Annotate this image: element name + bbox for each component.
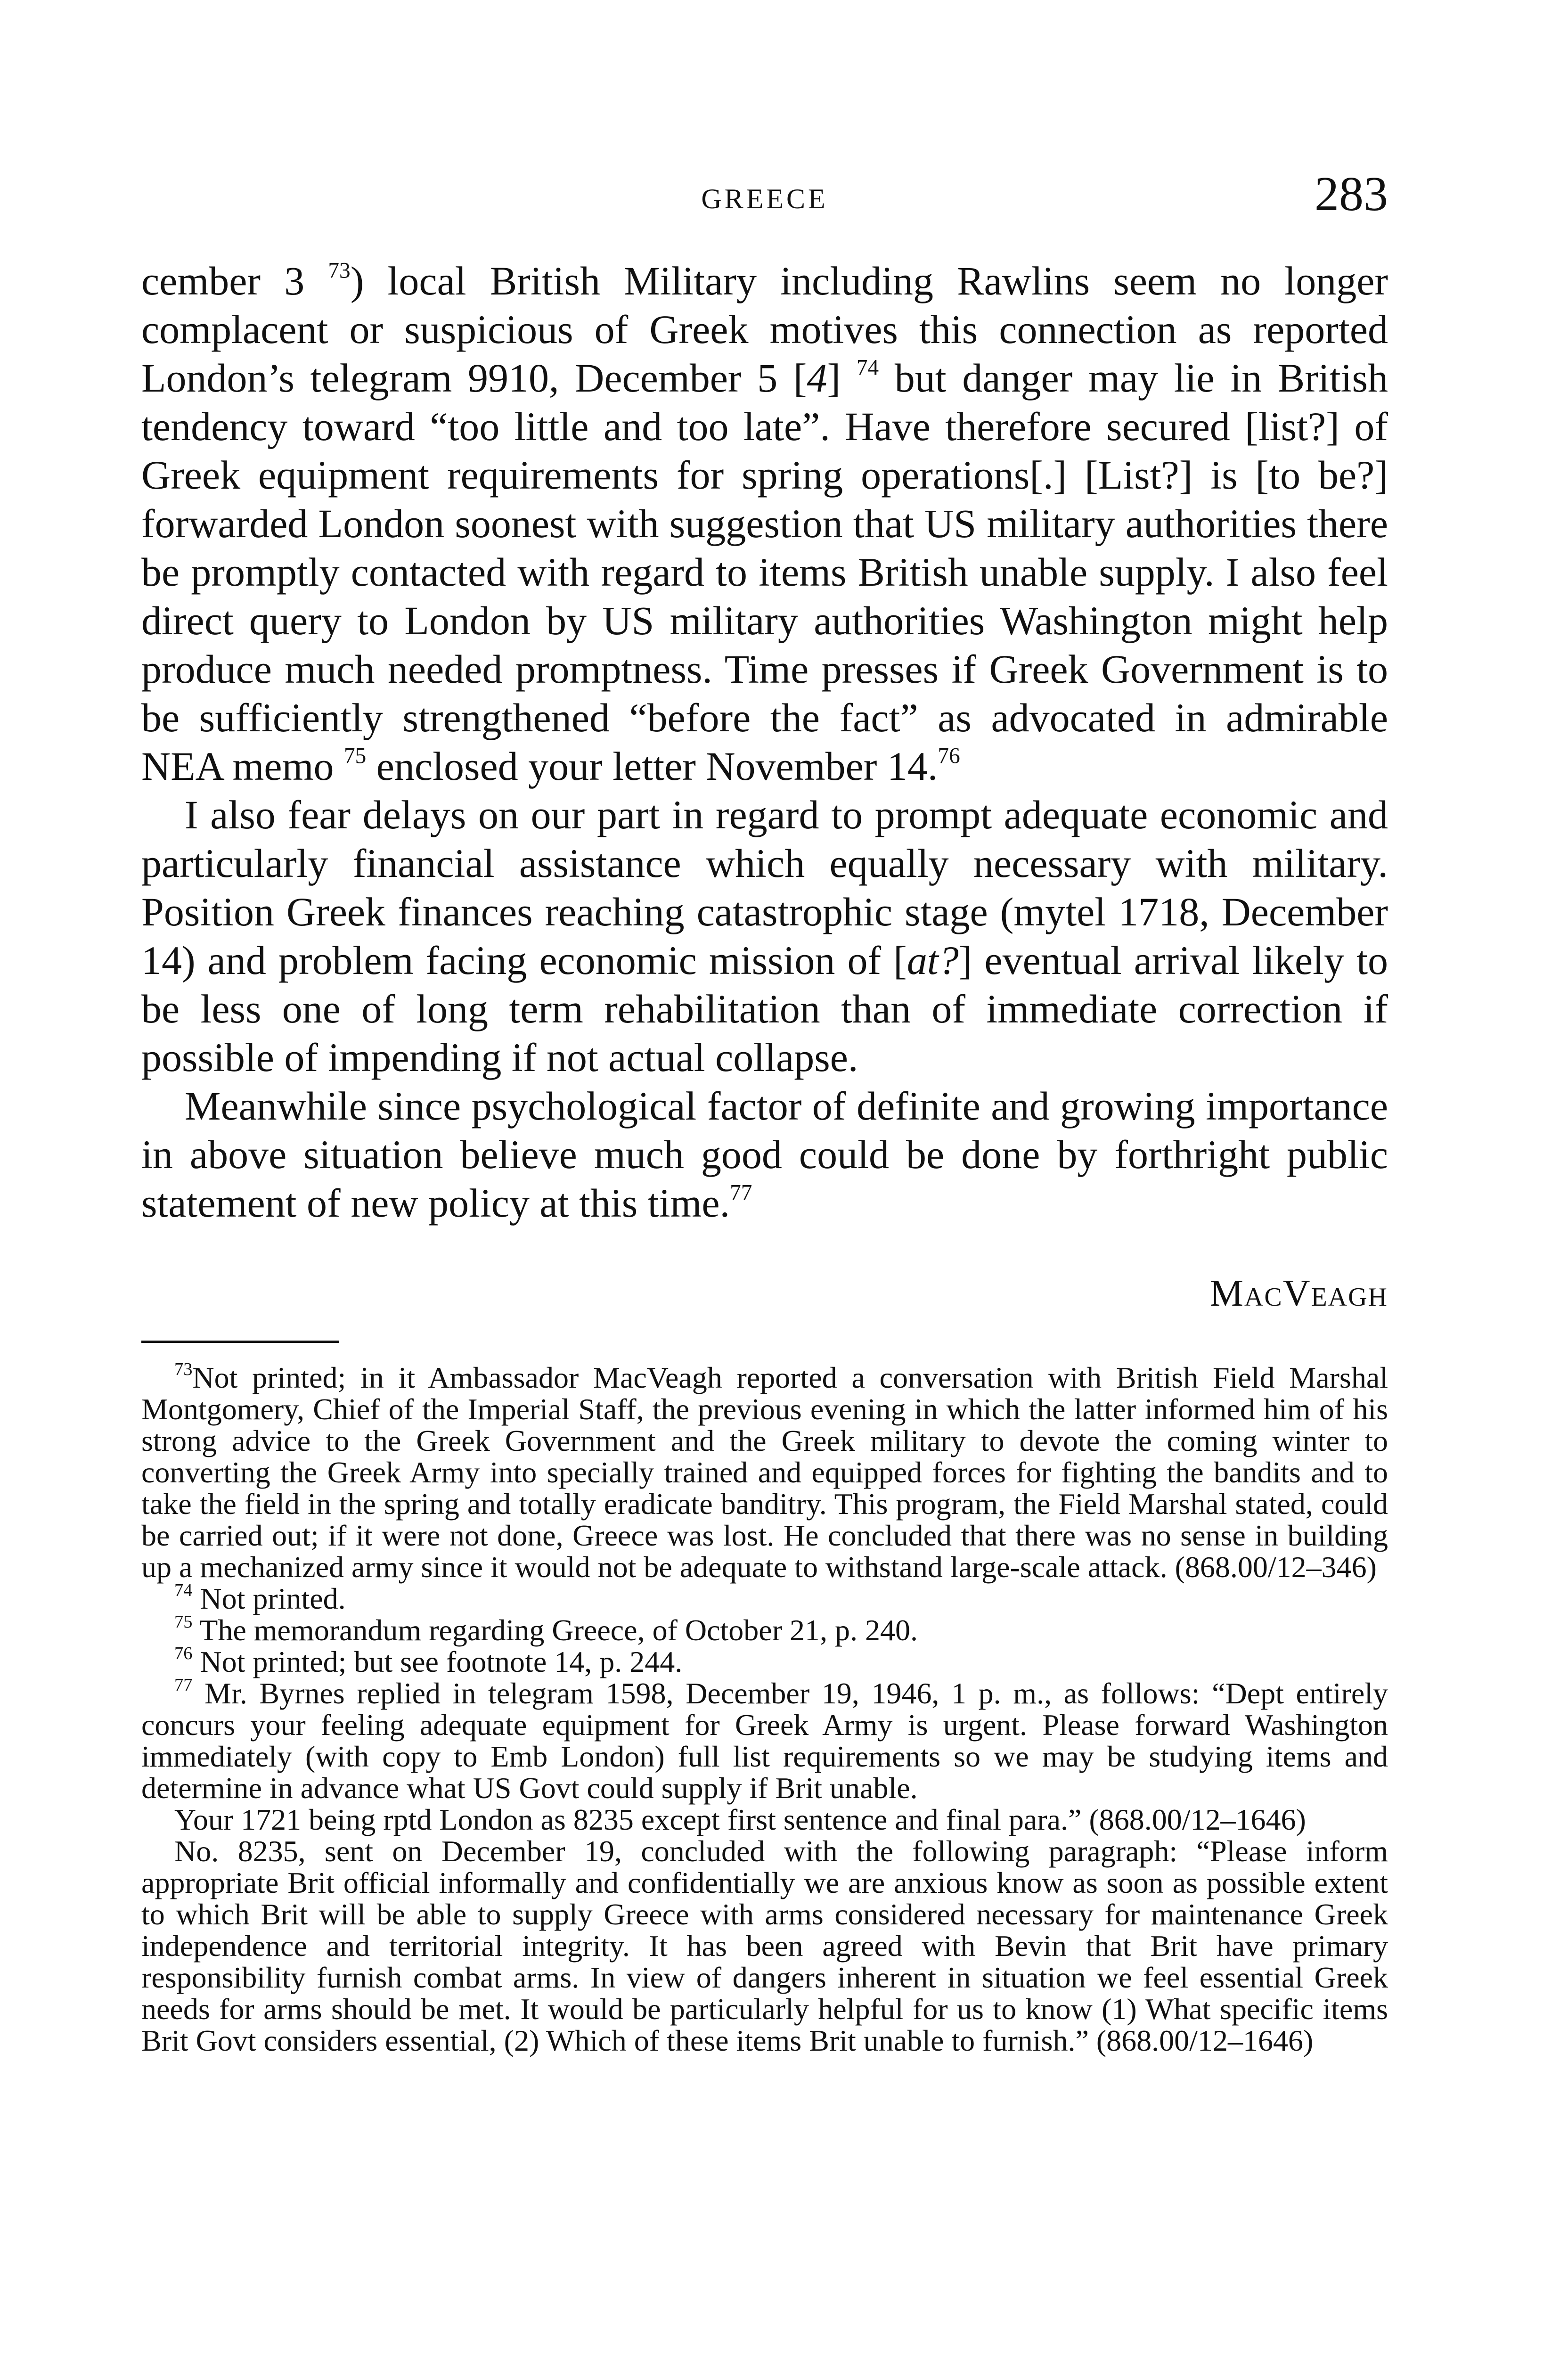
signature: MacVeagh	[1209, 1273, 1388, 1314]
footnote-rule	[141, 1341, 339, 1343]
footnote-mark-75: 75	[174, 1612, 193, 1632]
footnote-ref-77: 77	[730, 1180, 752, 1205]
footnote-77-para-3	[141, 1835, 1388, 2056]
footnote-ref-75: 75	[343, 744, 367, 769]
footnote-75	[141, 1614, 1388, 1646]
page-header	[141, 167, 1388, 226]
p1-text-b: ) local British Military including Rawlins seem no longer complacent or suspicious of Greek motives this connection as reported London’s telegram 9910, December 5 [	[141, 258, 1388, 401]
paragraph-2	[141, 791, 1388, 1082]
footnote-76	[141, 1646, 1388, 1677]
footnote-74-text: Not printed.	[200, 1582, 346, 1615]
footnotes	[141, 1359, 1388, 2057]
footnote-73	[141, 1359, 1388, 1584]
footnote-ref-76: 76	[938, 744, 960, 769]
footnote-mark-76: 76	[174, 1644, 193, 1664]
footnote-73-text: Not printed; in it Ambassador MacVeagh reported a conversation with British Field Marshal Montgomery, Chief of the Imperial Staff, the previous evening in which the latter informed him of his strong advice to the Greek Government and the Greek military to devote the coming winter to converting the Greek Army into specially trained and equipped forces for fighting the bandits and to take the field in the spring and totally eradicate banditry. This program, the Field Marshal stated, could be carried out; if it were not done, Greece was lost. He concluded that there was no sense in building up a mechanized army since it would not be adequate to withstand large-scale attack. (868.00/12–346)	[141, 1361, 1388, 1584]
running-head: GREECE	[701, 183, 828, 214]
footnote-77-text-b: Your 1721 being rptd London as 8235 except first sentence and final para.” (868.00/12–1646)	[174, 1803, 1306, 1836]
p2-text-a: I also fear delays on our part in regard to prompt adequate economic and particularly financial assistance which equally necessary with military. Position Greek finances reaching catastrophic stage (mytel 1718, December 14) and problem facing economic mission of [	[141, 792, 1388, 983]
p1-text-a: cember 3	[141, 258, 328, 303]
footnote-75-text: The memorandum regarding Greece, of October 21, p. 240.	[199, 1613, 918, 1647]
p1-text-c: ]	[827, 355, 857, 401]
footnote-mark-73: 73	[174, 1359, 193, 1380]
footnote-ref-73: 73	[328, 258, 351, 283]
footnote-76-text: Not printed; but see footnote 14, p. 244.	[200, 1645, 683, 1678]
footnote-74	[141, 1580, 1388, 1615]
footnote-77-text-c: No. 8235, sent on December 19, concluded with the following paragraph: “Please inform appropriate Brit official informally and confidentially we are anxious know as soon as possible extent to which Brit will be able to supply Greece with arms considered necessary for maintenance Greek independence and territorial integrity. It has been agreed with Bevin that Brit have primary responsibility furnish combat arms. In view of dangers inherent in situation we feel essential Greek needs for arms should be met. It would be particularly helpful for us to know (1) What specific items Brit Govt considers essential, (2) Which of these items Brit unable to furnish.” (868.00/12–1646)	[141, 1834, 1388, 2057]
p1-text-d: but danger may lie in British tendency toward “too little and too late”. Have therefore secured [list?] of Greek equipment requirements for spring operations[.] [List?] is [to be?] forwarded London soonest with suggestion that US military authorities there be promptly contacted with regard to items British unable supply. I also feel direct query to London by US military authorities Washington might help produce much needed promptness. Time presses if Greek Government is to be sufficiently strengthened “before the fact” as advocated in admirable NEA memo	[141, 355, 1388, 789]
footnote-77-para-2	[141, 1804, 1388, 1835]
p1-text-e: enclosed your letter November 14.	[366, 744, 938, 789]
footnote-77-text-a: Mr. Byrnes replied in telegram 1598, December 19, 1946, 1 p. m., as follows: “Dept entirely concurs your feeling adequate equipment for Greek Army is urgent. Please forward Washington immediately (with copy to Emb London) full list requirements so we may be studying items and determine in advance what US Govt could supply if Brit unable.	[141, 1677, 1388, 1805]
body-text	[141, 257, 1388, 1227]
page-number: 283	[1315, 167, 1388, 221]
paragraph-3	[141, 1082, 1388, 1227]
p3-text: Meanwhile since psychological factor of definite and growing importance in above situation believe much good could be done by forthright public statement of new policy at this time.	[141, 1083, 1388, 1226]
p2-text-b: ] eventual arrival likely to be less one of long term rehabilitation than of immediate correction if possible of impending if not actual collapse.	[141, 938, 1388, 1080]
p2-italic: at?	[906, 938, 959, 983]
p1-italic-4: 4	[807, 355, 827, 401]
footnote-mark-74: 74	[174, 1580, 193, 1601]
footnote-77	[141, 1677, 1388, 1804]
footnote-mark-77: 77	[174, 1675, 193, 1695]
paragraph-1	[141, 257, 1388, 791]
footnote-ref-74: 74	[856, 355, 879, 380]
